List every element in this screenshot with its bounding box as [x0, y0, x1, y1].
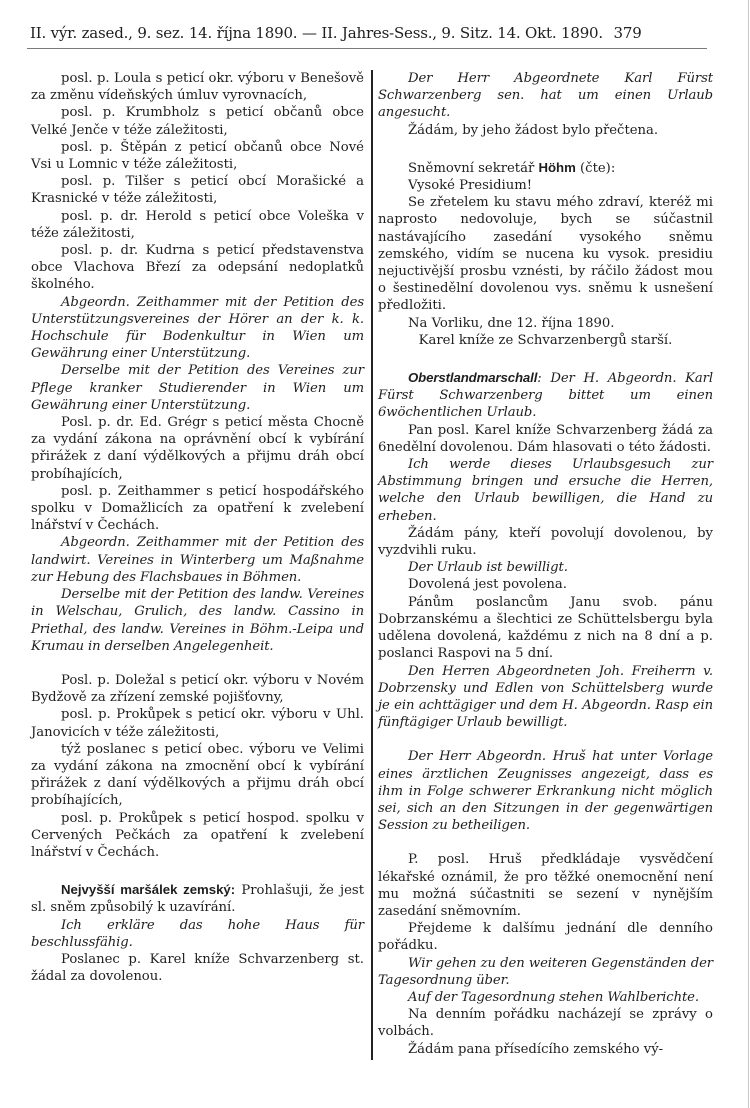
- paragraph-text: Dovolená jest povolena.: [408, 577, 567, 593]
- header-czech: II. výr. zased., 9. sez. 14. října 1890.: [30, 24, 298, 42]
- paragraph: [31, 706, 364, 740]
- paragraph-text: Posl. p. Doležal s peticí okr. výboru v Novém Bydžově za zřízení zemské pojišťovny,: [31, 672, 364, 706]
- paragraph: [31, 534, 364, 586]
- paragraph: [378, 315, 713, 332]
- paragraph: [378, 1006, 713, 1040]
- header-german: II. Jahres-Sess., 9. Sitz. 14. Okt. 1890.: [321, 24, 603, 42]
- paragraph: [378, 748, 713, 834]
- paragraph-text: posl. p. Štěpán z peticí občanů obce Nové Vsi u Lomnic v téže záležitosti,: [31, 139, 364, 173]
- header-dash: —: [301, 24, 317, 42]
- page-number: 379: [613, 24, 642, 42]
- left-column: [31, 70, 364, 985]
- paragraph: [31, 104, 364, 138]
- paragraph-text: Derselbe mit der Petition des Vereines zur Pflege kranker Studierender in Wien um Gewährung einer Unterstützung.: [31, 363, 364, 413]
- paragraph: [378, 989, 713, 1006]
- paragraph-text: Na Vorliku, dne 12. října 1890.: [408, 315, 615, 331]
- paragraph-text: (čte):: [575, 160, 616, 176]
- paragraph: [378, 851, 713, 920]
- paragraph: [378, 525, 713, 559]
- paragraph-text: Žádám pány, kteří povolují dovolenou, by vyzdvihli ruku.: [378, 525, 713, 559]
- paragraph: [31, 881, 364, 916]
- paragraph-text: P. posl. Hruš předkládaje vysvědčení lékařské oznámil, že pro těžké onemocnění není mu možná súčastniti se sezení v nynějším zasedání sněmovním.: [378, 852, 713, 919]
- paragraph-text: týž poslanec s peticí obec. výboru ve Velimi za vydání zákona na zmocnění obcí k vybírání přirážek z daní výdělkových a přijmu dráh obcí probíhajících,: [31, 741, 364, 809]
- paragraph-text: posl. p. Krumbholz s peticí občanů obce Velké Jenče v téže záležitosti,: [31, 105, 364, 138]
- paragraph-text: posl. p. Prokůpek s peticí okr. výboru v Uhl. Janovicích v téže záležitosti,: [31, 707, 364, 740]
- paragraph-text: Den Herren Abgeordneten Joh. Freiherrn v. Dobrzensky und Edlen von Schüttelsberg wurde je ein achttägiger und dem H. Abgeordn. Rasp ein fünftägiger Urlaub bewilligt.: [378, 663, 713, 731]
- right-column: [378, 70, 713, 1058]
- paragraph: [378, 369, 713, 422]
- paragraph: [31, 139, 364, 173]
- paragraph-text: Na denním pořádku nacházejí se zprávy o volbách.: [378, 1007, 713, 1040]
- header-rule: [27, 48, 707, 49]
- paragraph: [378, 559, 713, 576]
- paragraph: [378, 332, 713, 349]
- paragraph-text: Der Herr Abgeordnete Karl Fürst Schwarzenberg sen. hat um einen Urlaub angesucht.: [378, 71, 713, 121]
- paragraph-text: Vysoké Presidium!: [408, 178, 533, 194]
- paragraph: [31, 672, 364, 706]
- paragraph: [378, 70, 713, 122]
- paragraph: [378, 576, 713, 593]
- speaker-name: Oberstlandmarschall: [408, 370, 538, 386]
- paragraph: [31, 810, 364, 862]
- paragraph-text: Žádám pana přísedícího zemského vý-: [408, 1041, 664, 1057]
- paragraph: [378, 1041, 713, 1058]
- paragraph: [31, 294, 364, 363]
- paragraph-text: Se zřetelem ku stavu mého zdraví, kteréž mi naprosto nedovoluje, bych se súčastnil nastávajícího zasedání vysokého sněmu zemského, vidím se nucena ku vysok. presidiu nejuctivější prosbu vznésti, by ráčilo žádost mou o šestinedělní dovolenou vys. sněmu k usnešení předložiti.: [378, 195, 713, 314]
- paragraph-text: posl. p. Loula s peticí okr. výboru v Benešově za změnu vídeňských úmluv vyrovnacích,: [31, 71, 364, 104]
- paragraph-text: Der Urlaub ist bewilligt.: [408, 560, 568, 576]
- paragraph: [31, 208, 364, 242]
- paragraph: [378, 422, 713, 456]
- paragraph-text: Prohlašuji, že jest sl. sněm způsobilý k uzavírání.: [31, 883, 364, 916]
- paragraph-text: Auf der Tagesordnung stehen Wahlberichte.: [408, 989, 699, 1005]
- paragraph: [31, 586, 364, 655]
- paragraph-text: posl. p. Zeithammer s peticí hospodářského spolku v Domažlicích za opatření k zvelebení lnářství v Čechách.: [31, 483, 364, 534]
- paragraph-text: posl. p. Tilšer s peticí obcí Morašické a Krasnické v téže záležitosti,: [31, 174, 364, 207]
- paragraph: [378, 456, 713, 525]
- paragraph-text: Abgeordn. Zeithammer mit der Petition des landwirt. Vereines in Winterberg um Maßnahme zur Hebung des Flachsbaues in Böhmen.: [31, 535, 364, 585]
- paragraph-text: posl. p. dr. Kudrna s peticí představenstva obce Vlachova Březí za odepsání nedoplatků školného.: [31, 243, 364, 293]
- paragraph: [378, 663, 713, 732]
- paragraph-text: Derselbe mit der Petition des landw. Vereines in Welschau, Grulich, des landw. Cassino in Priethal, des landw. Vereines in Böhm.-Leipa und Krumau in derselben Angelegenheit.: [31, 587, 364, 654]
- paragraph-text: Poslanec p. Karel kníže Schvarzenberg st. žádal za dovolenou.: [31, 951, 364, 985]
- paragraph: [31, 242, 364, 294]
- page-edge-line: [748, 0, 749, 1108]
- paragraph-text: Ich erkläre das hohe Haus für beschlussfähig.: [31, 917, 364, 950]
- running-header: [30, 24, 700, 46]
- paragraph-text: Přejdeme k dalšímu jednání dle denního pořádku.: [378, 921, 713, 954]
- paragraph: [31, 917, 364, 951]
- column-divider: [371, 70, 373, 1060]
- paragraph: [31, 173, 364, 207]
- paragraph: [31, 741, 364, 810]
- paragraph-text: Posl. p. dr. Ed. Grégr s peticí města Chocně za vydání zákona na oprávnění obcí k vybírání přirážek z daní výdělkových a přijmu dráh obcí probíhajících,: [31, 415, 364, 482]
- paragraph-text: Pánům poslancům Janu svob. pánu Dobrzanskému a šlechtici ze Schüttelsbergu byla udělena dovolená, každému z nich na 8 dní a p. poslanci Raspovi na 5 dní.: [378, 594, 713, 662]
- speaker-name: Nejvyšší maršálek zemský:: [61, 882, 236, 898]
- paragraph: [31, 414, 364, 483]
- paragraph: [31, 70, 364, 104]
- paragraph-text: Abgeordn. Zeithammer mit der Petition des Unterstützungsvereines der Hörer an der k. k. Hochschule für Bodenkultur in Wien um Gewährung einer Unterstützung.: [31, 294, 364, 362]
- paragraph: [378, 594, 713, 663]
- paragraph-text: : Der H. Abgeordn. Karl Fürst Schwarzenberg bittet um einen 6wöchentlichen Urlaub.: [378, 371, 713, 421]
- paragraph: [378, 177, 713, 194]
- paragraph-text: posl. p. dr. Herold s peticí obce Voleška v téže záležitosti,: [31, 208, 364, 241]
- paragraph-text: Karel kníže ze Schvarzenbergů starší.: [418, 332, 673, 348]
- paragraph: [378, 955, 713, 989]
- paragraph: [31, 951, 364, 985]
- paragraph: [378, 194, 713, 314]
- paragraph: [31, 362, 364, 414]
- speaker-name: Höhm: [538, 159, 576, 175]
- paragraph: [378, 159, 713, 177]
- paragraph-text: Wir gehen zu den weiteren Gegenständen der Tagesordnung über.: [378, 955, 713, 988]
- paragraph: [31, 483, 364, 535]
- paragraph-text: Der Herr Abgeordn. Hruš hat unter Vorlage eines ärztlichen Zeugnisses angezeigt, dass es ihm in Folge schwerer Erkrankung nicht möglich sei, sich an den Sitzungen in der gegenwärtigen Session zu betheiligen.: [378, 749, 713, 834]
- paragraph: [378, 122, 713, 139]
- paragraph: [378, 920, 713, 954]
- paragraph-text: Ich werde dieses Urlaubsgesuch zur Abstimmung bringen und ersuche die Herren, welche den Urlaub bewilligen, die Hand zu erheben.: [378, 457, 713, 524]
- paragraph-text: Pan posl. Karel kníže Schvarzenberg žádá za 6nedělní dovolenou. Dám hlasovati o této žádosti.: [378, 422, 713, 455]
- paragraph-text: Sněmovní sekretář: [408, 160, 539, 176]
- paragraph-text: posl. p. Prokůpek s peticí hospod. spolku v Cervených Pečkách za opatření k zvelebení lnářství v Čechách.: [31, 810, 364, 860]
- paragraph-text: Žádám, by jeho žádost bylo přečtena.: [408, 122, 659, 138]
